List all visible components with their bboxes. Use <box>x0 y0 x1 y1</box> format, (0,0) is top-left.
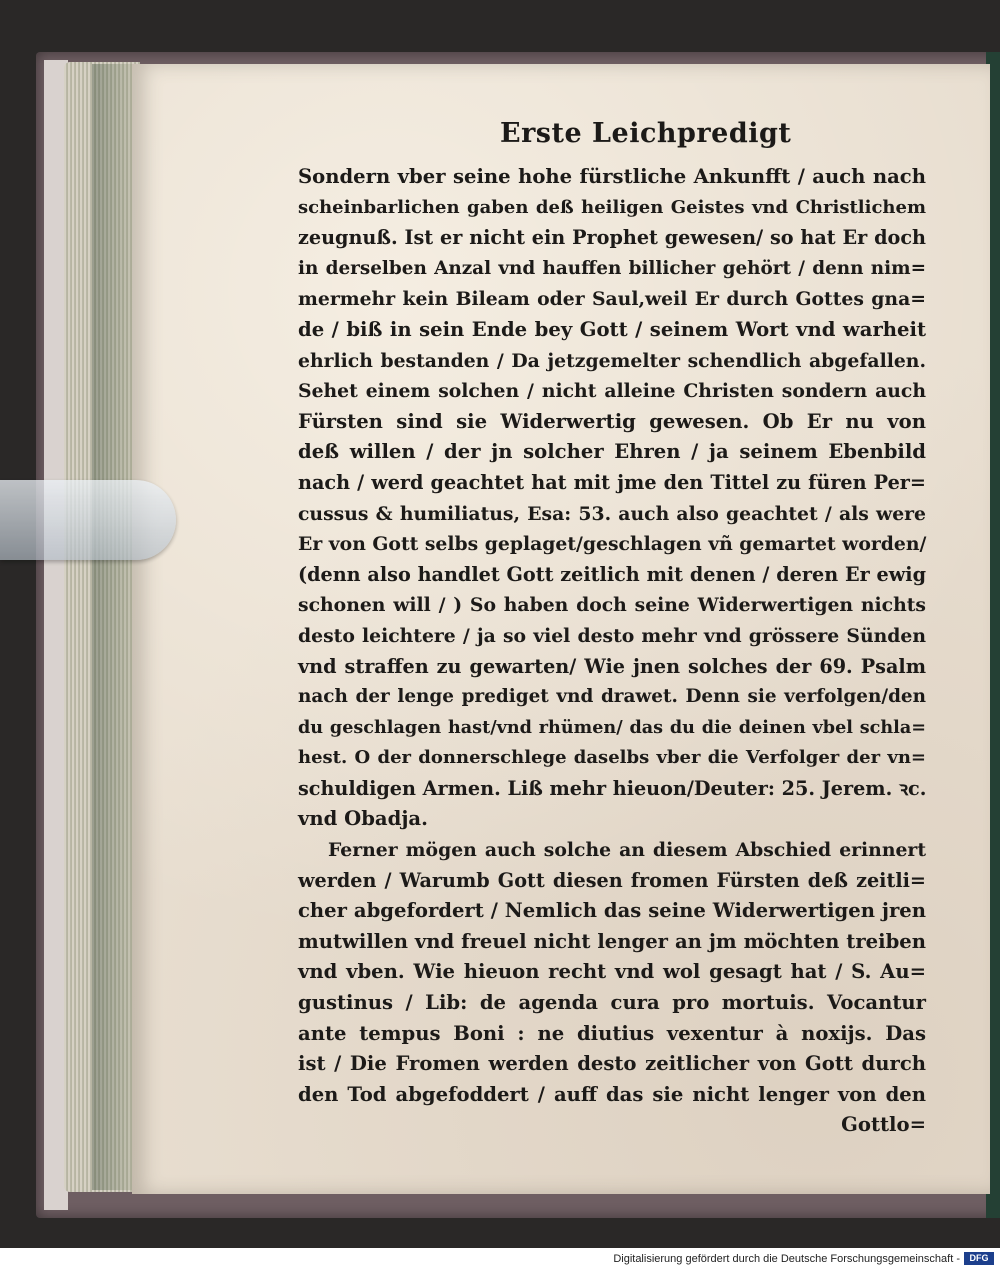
text-line: (denn also handlet Gott zeitlich mit denen / deren Er ewig <box>298 562 926 586</box>
text-line: in derselben Anzal vnd hauffen billicher gehört / denn nim= <box>298 257 926 279</box>
catchword: Gottlo= <box>841 1113 926 1137</box>
text-line: vnd straffen zu gewarten/ Wie jnen solches der 69. Psalm <box>298 654 926 678</box>
text-line: Sehet einem solchen / nicht alleine Christen sondern auch <box>298 380 926 403</box>
text-line: zeugnuß. Ist er nicht ein Prophet gewesen/ so hat Er doch <box>298 226 926 250</box>
text-line: mutwillen vnd freuel nicht lenger an jm möchten treiben <box>298 929 926 953</box>
text-line: den Tod abgefoddert / auff das sie nicht lenger von den <box>298 1082 926 1106</box>
text-line: ist / Die Fromen werden desto zeitlicher von Gott durch <box>298 1052 926 1076</box>
text-line: Er von Gott selbs geplaget/geschlagen vñ gemartet worden/ <box>298 533 927 556</box>
text-line: vnd Obadja. <box>298 807 428 831</box>
text-line: schonen will / ) So haben doch seine Widerwertigen nichts <box>298 594 926 617</box>
running-head: Erste Leichpredigt <box>500 118 792 149</box>
text-line: vnd vben. Wie hieuon recht vnd wol gesagt hat / S. Au= <box>298 960 926 984</box>
text-line: du geschlagen hast/vnd rhümen/ das du die deinen vbel schla= <box>298 716 926 738</box>
text-line: werden / Warumb Gott diesen fromen Fürsten deß zeitli= <box>298 868 926 892</box>
text-line: scheinbarlichen gaben deß heiligen Geistes vnd Christlichem <box>298 196 926 218</box>
text-line: Fürsten sind sie Widerwertig gewesen. Ob Er nu von <box>298 409 926 433</box>
text-line: desto leichtere / ja so viel desto mehr vnd grössere Sünden <box>298 624 926 647</box>
text-line: Sondern vber seine hohe fürstliche Ankunfft / auch nach <box>298 165 926 188</box>
text-line: ehrlich bestanden / Da jetzgemelter schendlich abgefallen. <box>298 349 926 372</box>
text-line: nach / werd geachtet hat mit jme den Tittel zu füren Per= <box>298 470 926 494</box>
text-line: ante tempus Boni : ne diutius vexentur à noxijs. Das <box>298 1021 926 1045</box>
text-block <box>298 162 926 1141</box>
text-line: mermehr kein Bileam oder Saul,weil Er durch Gottes gna= <box>298 288 926 311</box>
footer-bar <box>0 1248 1000 1270</box>
text-line: gustinus / Lib: de agenda cura pro mortuis. Vocantur <box>298 991 926 1015</box>
text-line: de / biß in sein Ende bey Gott / seinem Wort vnd warheit <box>298 317 926 341</box>
text-line: schuldigen Armen. Liß mehr hieuon/Deuter: 25. Jerem. ꝛc. <box>298 776 927 800</box>
paragraph-first-line: Ferner mögen auch solche an diesem Abschied erinnert <box>328 839 926 862</box>
text-line: deß willen / der jn solcher Ehren / ja seinem Ebenbild <box>298 440 926 464</box>
dfg-logo: DFG <box>964 1252 994 1265</box>
bookmark-clip <box>0 480 176 560</box>
footer-credit: Digitalisierung gefördert durch die Deutsche Forschungsgemeinschaft - <box>613 1253 960 1265</box>
text-line: hest. O der donnerschlege daselbs vber die Verfolger der vn= <box>298 747 926 769</box>
text-line: cussus & humiliatus, Esa: 53. auch also geachtet / als were <box>298 502 926 525</box>
text-line: cher abgefordert / Nemlich das seine Widerwertigen jren <box>298 899 926 923</box>
text-line: nach der lenge prediget vnd drawet. Denn sie verfolgen/den <box>298 686 926 708</box>
